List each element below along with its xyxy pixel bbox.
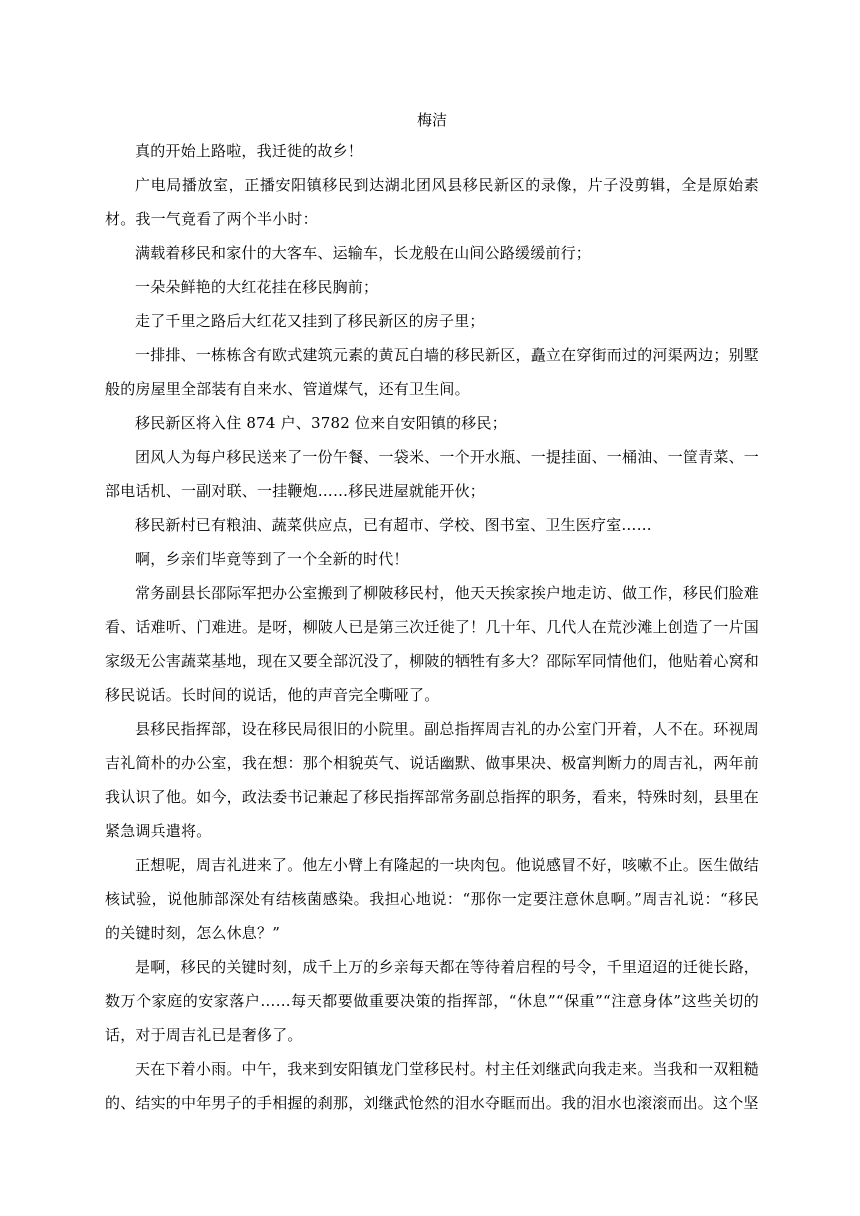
paragraph: 广电局播放室，正播安阳镇移民到达湖北团风县移民新区的录像，片子没剪辑，全是原始素材。我一气竟看了两个半小时： xyxy=(105,176,759,228)
paragraph: 啊，乡亲们毕竟等到了一个全新的时代！ xyxy=(135,550,409,568)
document-body xyxy=(105,106,759,1120)
document-title: 梅洁 xyxy=(416,111,447,129)
paragraph: 团风人为每户移民送来了一份午餐、一袋米、一个开水瓶、一提挂面、一桶油、一筐青菜、一部电话机、一副对联、一挂鞭炮……移民进屋就能开伙； xyxy=(105,448,759,500)
paragraph: 是啊，移民的关键时刻，成千上万的乡亲每天都在等待着启程的号令，千里迢迢的迁徙长路，数万个家庭的安家落户……每天都要做重要决策的指挥部，“休息”“保重”“注意身体”这些关切的话，对于周吉礼已是奢侈了。 xyxy=(105,958,759,1044)
paragraph: 一朵朵鲜艳的大红花挂在移民胸前； xyxy=(135,278,379,296)
paragraph: 真的开始上路啦，我迁徙的故乡！ xyxy=(135,142,364,160)
paragraph: 县移民指挥部，设在移民局很旧的小院里。副总指挥周吉礼的办公室门开着，人不在。环视周吉礼简朴的办公室，我在想：那个相貌英气、说话幽默、做事果决、极富判断力的周吉礼，两年前我认识了他。如今，政法委书记兼起了移民指挥部常务副总指挥的职务，看来，特殊时刻，县里在紧急调兵遣将。 xyxy=(105,720,759,840)
paragraph: 天在下着小雨。中午，我来到安阳镇龙门堂移民村。村主任刘继武向我走来。当我和一双粗糙的、结实的中年男子的手相握的刹那，刘继武怆然的泪水夺眶而出。我的泪水也滚滚而出。这个坚 xyxy=(105,1060,759,1112)
paragraph: 一排排、一栋栋含有欧式建筑元素的黄瓦白墙的移民新区，矗立在穿街而过的河渠两边；别墅般的房屋里全部装有自来水、管道煤气，还有卫生间。 xyxy=(105,346,759,398)
paragraph: 移民新村已有粮油、蔬菜供应点，已有超市、学校、图书室、卫生医疗室…… xyxy=(135,516,652,534)
paragraph: 正想呢，周吉礼进来了。他左小臂上有隆起的一块肉包。他说感冒不好，咳嗽不止。医生做结核试验，说他肺部深处有结核菌感染。我担心地说：“那你一定要注意休息啊。”周吉礼说：“移民的关键时刻，怎么休息？” xyxy=(105,856,759,942)
paragraph: 走了千里之路后大红花又挂到了移民新区的房子里； xyxy=(135,312,485,330)
paragraph: 满载着移民和家什的大客车、运输车，长龙般在山间公路缓缓前行； xyxy=(135,244,592,262)
paragraph: 移民新区将入住 874 户、3782 位来自安阳镇的移民； xyxy=(135,414,507,432)
paragraph: 常务副县长邵际军把办公室搬到了柳陂移民村，他天天挨家挨户地走访、做工作，移民们脸难看、话难听、门难进。是呀，柳陂人已是第三次迁徙了！几十年、几代人在荒沙滩上创造了一片国家级无公害蔬菜基地，现在又要全部沉没了，柳陂的牺牲有多大？邵际军同情他们，他贴着心窝和移民说话。长时间的说话，他的声音完全嘶哑了。 xyxy=(105,584,759,704)
